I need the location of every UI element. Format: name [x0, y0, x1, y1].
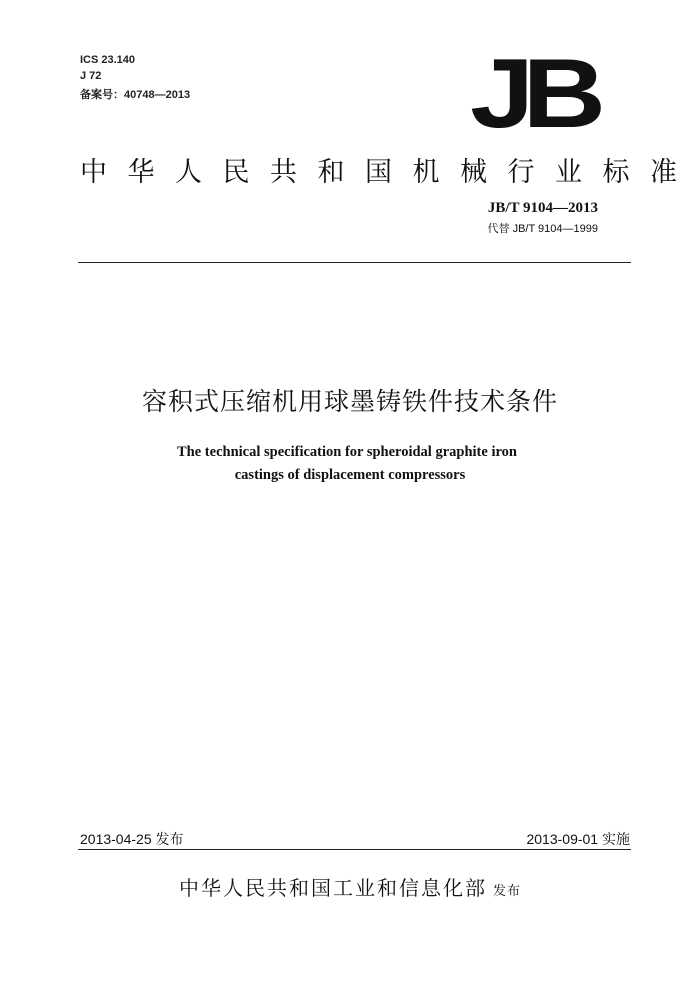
publisher-line — [0, 872, 700, 901]
jb-logo: JB — [470, 38, 595, 148]
replaces-standard: 代替 JB/T 9104—1999 — [487, 223, 598, 235]
document-title-chinese: 容积式压缩机用球墨铸铁件技术条件 — [141, 387, 558, 416]
standard-category-title: 中华人民共和国机械行业标准 — [80, 157, 698, 188]
document-title-english-line2: castings of displacement compressors — [234, 467, 466, 483]
bottom-divider — [78, 849, 631, 850]
publisher-name: 中华人民共和国工业和信息化部 — [178, 876, 487, 900]
record-number: 备案号：40748—2013 — [80, 89, 191, 101]
publisher-suffix: 发布 — [492, 884, 521, 899]
issue-date: 2013-04-25 发布 — [80, 831, 184, 847]
standard-number: JB/T 9104—2013 — [487, 200, 598, 216]
classification-code: J 72 — [80, 70, 102, 82]
ics-code: ICS 23.140 — [80, 54, 136, 66]
document-title-english-line1: The technical specification for spheroidal graphite iron — [177, 444, 517, 460]
effective-date: 2013-09-01 实施 — [526, 831, 630, 847]
top-divider — [78, 262, 631, 263]
